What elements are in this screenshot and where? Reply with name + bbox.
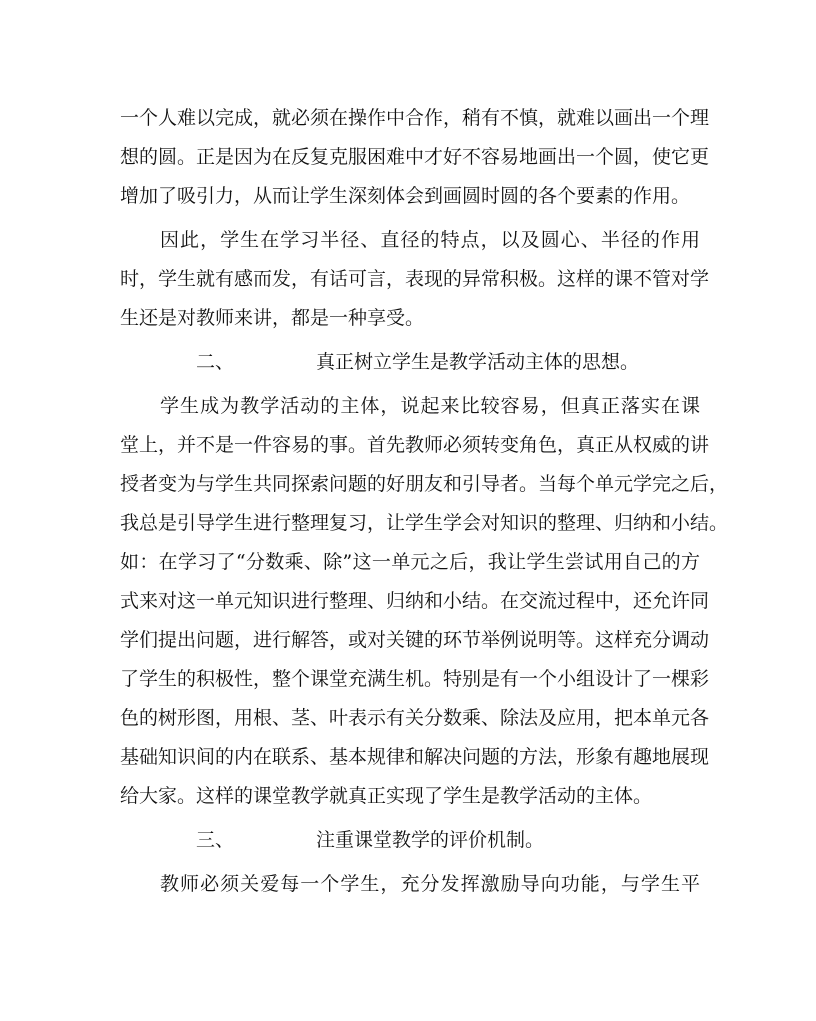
paragraph-line: 增加了吸引力，从而让学生深刻体会到画圆时圆的各个要素的作用。 xyxy=(120,185,691,207)
paragraph-line: 一个人难以完成，就必须在操作中合作，稍有不慎，就难以画出一个理 xyxy=(120,107,710,129)
paragraph-line: 时，学生就有感而发，有话可言，表现的异常积极。这样的课不管对学 xyxy=(120,268,710,290)
paragraph-line: 色的树形图，用根、茎、叶表示有关分数乘、除法及应用，把本单元各 xyxy=(120,707,710,729)
section-number: 三、 xyxy=(196,829,235,851)
paragraph-line: 了学生的积极性，整个课堂充满生机。特别是有一个小组设计了一棵彩 xyxy=(120,668,710,690)
paragraph-line: 想的圆。正是因为在反复克服困难中才好不容易地画出一个圆，使它更 xyxy=(120,146,710,168)
paragraph-line: 授者变为与学生共同探索问题的好朋友和引导者。当每个单元学完之后， xyxy=(120,473,729,495)
paragraph-line: 教师必须关爱每一个学生，充分发挥激励导向功能，与学生平 xyxy=(160,873,700,895)
section-number: 二、 xyxy=(196,351,235,373)
section-title: 注重课堂教学的评价机制。 xyxy=(316,829,545,851)
paragraph-line: 堂上，并不是一件容易的事。首先教师必须转变角色，真正从权威的讲 xyxy=(120,434,710,456)
paragraph-line: 因此，学生在学习半径、直径的特点，以及圆心、半径的作用 xyxy=(160,229,700,251)
section-title: 真正树立学生是教学活动主体的思想。 xyxy=(316,351,640,373)
paragraph-line: 基础知识间的内在联系、基本规律和解决问题的方法，形象有趣地展现 xyxy=(120,746,710,768)
paragraph-line: 学们提出问题，进行解答，或对关键的环节举例说明等。这样充分调动 xyxy=(120,629,710,651)
paragraph-line: 学生成为教学活动的主体，说起来比较容易，但真正落实在课 xyxy=(160,395,700,417)
paragraph-line: 给大家。这样的课堂教学就真正实现了学生是教学活动的主体。 xyxy=(120,785,653,807)
paragraph-line: 式来对这一单元知识进行整理、归纳和小结。在交流过程中，还允许同 xyxy=(120,590,710,612)
paragraph-line: 生还是对教师来讲，都是一种享受。 xyxy=(120,307,425,329)
paragraph-line: 如：在学习了“分数乘、除”这一单元之后，我让学生尝试用自己的方 xyxy=(120,551,700,573)
paragraph-line: 我总是引导学生进行整理复习，让学生学会对知识的整理、归纳和小结。 xyxy=(120,512,729,534)
